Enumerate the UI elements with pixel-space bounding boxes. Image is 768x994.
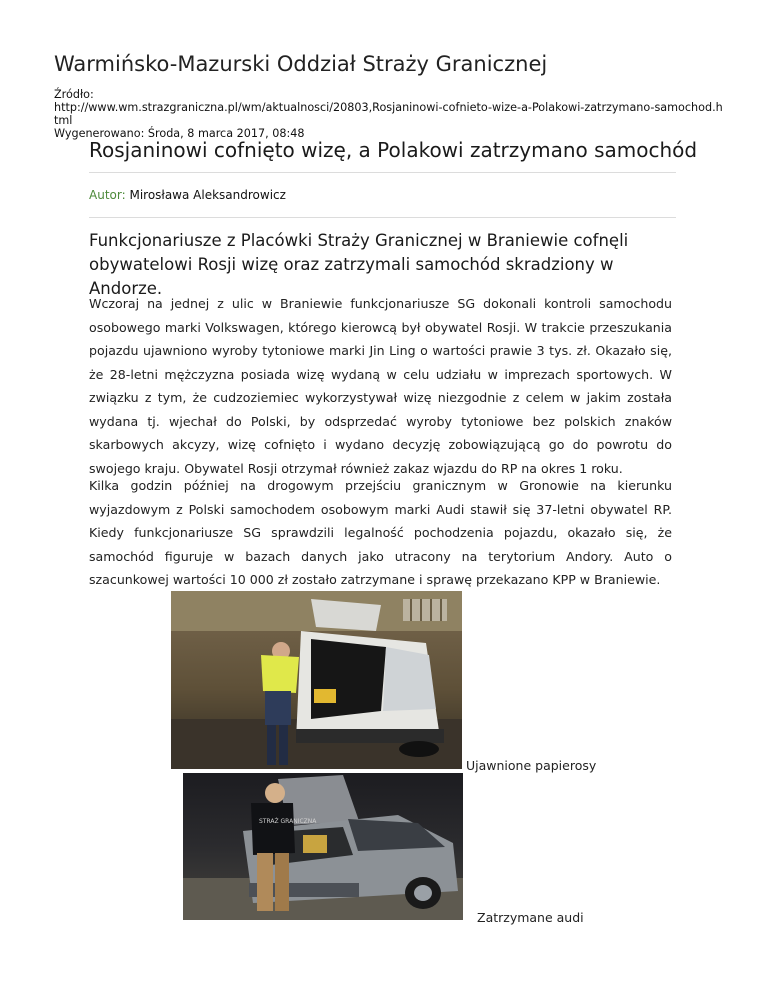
author-line [89, 188, 286, 202]
site-title: Warmińsko-Mazurski Oddział Straży Granicznej [54, 52, 548, 76]
photo-seized-cigarettes [171, 591, 462, 769]
source-url: http://www.wm.strazgraniczna.pl/wm/aktualnosci/20803,Rosjaninowi-cofnieto-wize-a-Polakowi-zatrzymano-samochod.html [54, 101, 723, 127]
generated-timestamp: Wygenerowano: Środa, 8 marca 2017, 08:48 [54, 127, 305, 140]
author-label: Autor: [89, 188, 126, 202]
divider [89, 172, 676, 173]
author-name: Mirosława Aleksandrowicz [129, 188, 286, 202]
article-lead: Funkcjonariusze z Placówki Straży Granicznej w Braniewie cofnęli obywatelowi Rosji wizę oraz zatrzymali samochód skradziony w Andorze. [89, 231, 629, 298]
divider [89, 217, 676, 218]
photo-caption: Ujawnione papierosy [466, 758, 597, 773]
article-title: Rosjaninowi cofnięto wizę, a Polakowi zatrzymano samochód [89, 138, 698, 162]
document-meta [54, 88, 724, 140]
article-paragraph: Wczoraj na jednej z ulic w Braniewie funkcjonariusze SG dokonali kontroli samochodu osobowego marki Volkswagen, którego kierowcą był obywatel Rosji. W trakcie przeszukania pojazdu ujawniono wyroby tytoniowe marki Jin Ling o wartości prawie 3 tys. zł. Okazało się, że 28-letni mężczyzna posiada wizę wydaną w celu udziału w imprezach sportowych. W związku z tym, że cudzoziemiec wykorzystywał wizę niezgodnie z celem w jakim została wydana tj. wjechał do Polski, by odsprzedać wyroby tytoniowe bez polskich znaków skarbowych akcyzy, wizę cofnięto i wydano decyzję zobowiązującą go do powrotu do swojego kraju. Obywatel Rosji otrzymał również zakaz wjazdu do RP na okres 1 roku. [89, 296, 672, 476]
photo-illustration [183, 773, 463, 920]
photo-caption: Zatrzymane audi [477, 910, 584, 925]
photo-illustration [171, 591, 462, 769]
vest-print: STRAŻ GRANICZNA [259, 818, 317, 825]
article-paragraph: Kilka godzin później na drogowym przejściu granicznym w Gronowie na kierunku wyjazdowym z Polski samochodem osobowym marki Audi stawił się 37-letni obywatel RP. Kiedy funkcjonariusze SG sprawdzili legalność pochodzenia pojazdu, okazało się, że samochód figuruje w bazach danych jako utracony na terytorium Andory. Auto o szacunkowej wartości 10 000 zł zostało zatrzymane i sprawę przekazano KPP w Braniewie. [89, 478, 672, 587]
source-label: Źródło: [54, 88, 94, 101]
photo-detained-audi [183, 773, 463, 920]
